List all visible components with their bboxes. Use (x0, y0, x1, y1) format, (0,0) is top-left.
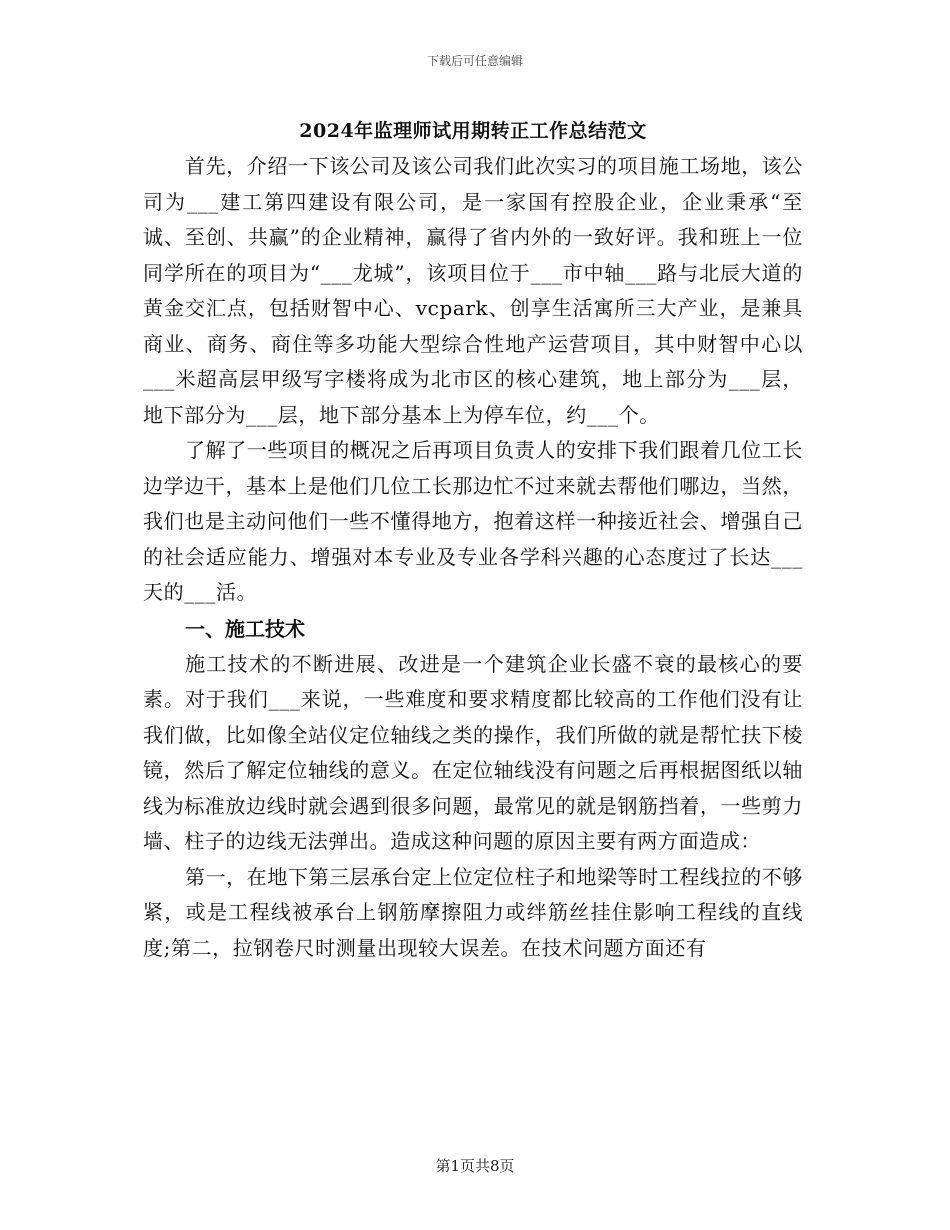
paragraph-technology: 施工技术的不断进展、改进是一个建筑企业长盛不衰的最核心的要素。对于我们___来说，一些难度和要求精度都比较高的工作他们没有让我们做，比如像全站仪定位轴线之类的操作，我们所做的就是帮忙扶下棱镜，然后了解定位轴线的意义。在定位轴线没有问题之后再根据图纸以轴线为标准放边线时就会遇到很多问题，最常见的就是钢筋挡着，一些剪力墙、柱子的边线无法弹出。造成这种问题的原因主要有两方面造成： (143, 651, 803, 853)
document-body (143, 113, 803, 966)
page-number: 第1页共8页 (435, 1157, 515, 1175)
page-header-note: 下载后可任意编辑 (426, 54, 523, 68)
section-heading-construction-technology: 一、施工技术 (185, 616, 305, 641)
paragraph-intro: 首先，介绍一下该公司及该公司我们此次实习的项目施工场地，该公司为___建工第四建设有限公司，是一家国有控股企业，企业秉承“至诚、至创、共赢”的企业精神，赢得了省内外的一致好评。我和班上一位同学所在的项目为“___龙城”，该项目位于___市中轴___路与北辰大道的黄金交汇点，包括财智中心、vcpark、创享生活寓所三大产业，是兼具商业、商务、商住等多功能大型综合性地产运营项目，其中财智中心以___米超高层甲级写字楼将成为北市区的核心建筑，地上部分为___层，地下部分为___层，地下部分基本上为停车位，约___个。 (143, 154, 803, 427)
paragraph-internship: 了解了一些项目的概况之后再项目负责人的安排下我们跟着几位工长边学边干，基本上是他们几位工长那边忙不过来就去帮他们哪边，当然，我们也是主动问他们一些不懂得地方，抱着这样一种接近社会、增强自己的社会适应能力、增强对本专业及专业各学科兴趣的心态度过了长达___天的___活。 (143, 438, 803, 604)
document-title: 2024年监理师试用期转正工作总结范文 (299, 120, 647, 142)
paragraph-reasons: 第一，在地下第三层承台定上位定位柱子和地梁等时工程线拉的不够紧，或是工程线被承台上钢筋摩擦阻力或绊筋丝挂住影响工程线的直线度;第二，拉钢卷尺时测量出现较大误差。在技术问题方面还有 (143, 864, 803, 960)
